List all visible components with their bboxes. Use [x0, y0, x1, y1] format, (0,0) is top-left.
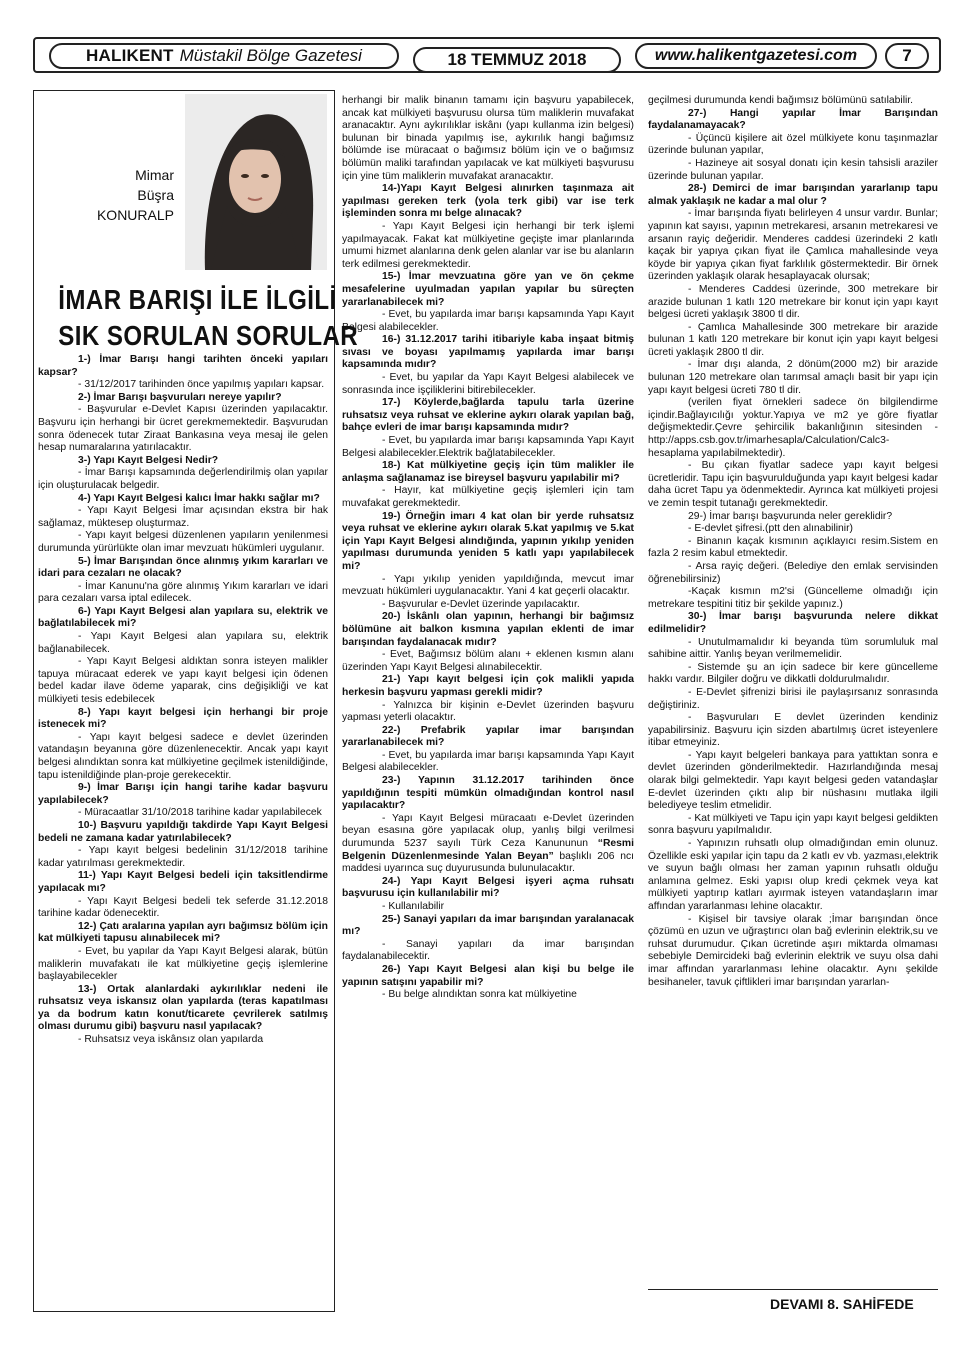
- question-paragraph: 20-) İskânlı olan yapının, herhangi bir bağımsız bölümüne ait balkon kısmına yapılan eklenti de imar barışından faydalanacak mıdır?: [342, 611, 634, 648]
- answer-paragraph: - Kullanılabilir: [382, 901, 445, 912]
- answer-paragraph: - İmar Barışı kapsamında değerlendirilmiş olan yapılar için oluşturulacak belgedir.: [38, 467, 328, 491]
- author-title: Mimar: [135, 167, 174, 183]
- continued-paragraph: herhangi bir malik binanın tamamı için başvuru yapabilecek, ancak kat mülkiyeti başvurusu olursa tüm maliklerin muvafakat aranacaktır. Aynı aykırılıklar iskânı (yapı kullanma izin belgesi) bulunan bir binada yapılmış ise, aykırılık hangi bağımsız bölümde ise müracaat o bağımsız bölüm için ve o bağımsız bölümün maliki tarafından yapılacak ve kat mülkiyeti başvurusu için yine tüm maliklerin muvafakat aranacaktır.: [342, 95, 634, 182]
- question-paragraph: 8-) Yapı kayıt belgesi için herhangi bir proje istenecek mi?: [38, 706, 328, 731]
- question-paragraph: 28-) Demirci de imar barışından yararlanıp tapu almak yaklaşık ne kadar a mal olur ?: [648, 183, 938, 207]
- answer-paragraph: - Yalnızca bir kişinin e-Devlet üzerinden başvuru yapması yeterli olacaktır.: [342, 699, 634, 724]
- newspaper-brand: [49, 43, 399, 69]
- answer-paragraph: - Yapı Kayıt Belgesi bedeli tek seferde 31.12.2018 tarihine kadar ödenecektir.: [38, 895, 328, 920]
- answer-paragraph: - Evet, bu yapılarda imar barışı kapsamında Yapı Kayıt Belgesi alabilecekler.Elektrik bağlatabilecekler.: [342, 435, 634, 459]
- question-paragraph: 3-) Yapı Kayıt Belgesi Nedir?: [78, 454, 219, 466]
- author-photo: [185, 94, 327, 270]
- masthead-bar: [33, 37, 941, 73]
- answer-paragraph: - Evet, bu yapılar da Yapı Kayıt Belgesi alabilecek ve sonrasında ince işçiliklerini bitirebilecekler.: [342, 372, 634, 396]
- answer-paragraph: - Yapınızın ruhsatlı olup olmadığından emin olunuz. Özellikle eski yapılar için tapu da 2 katlı ev vb. yazması,elektrik ve suyun bağlı olması her zaman yapının ruhsatlı olduğu anlamına gelmez. Eski yapısı olup kredi çekmek veya kat mülkiyeti yaptırıp katları ayırmak isteyen vatandaşların imar affından yararlanması lehine olacaktır.: [648, 838, 938, 912]
- answer-paragraph: - 31/12/2017 tarihinden önce yapılmış yapıları kapsar.: [78, 379, 325, 391]
- answer-paragraph: - İmar dışı alanda, 2 dönüm(2000 m2) bir arazide bulunan 120 metrekare olan tarımsal amaçlı basit bir yapı için yapı kayıt belgesi ücreti 780 tl dir.: [648, 359, 938, 396]
- question-paragraph: 16-) 31.12.2017 tarihi itibariyle kaba inşaat bitmiş sıvası ve boyası yapılmamış yapılarda imar barışı kapsamında mıdır?: [342, 334, 634, 371]
- question-paragraph: 27-) Hangi yapılar İmar Barışından faydalanamayacak?: [648, 107, 938, 132]
- answer-paragraph: - Evet, bu yapılarda imar barışı kapsamında Yapı Kayıt Belgesi alabilecekler.: [342, 309, 634, 333]
- answer-paragraph: - Evet, bu yapılarda imar barışı kapsamında Yapı Kayıt Belgesi alabilecekler.: [342, 749, 634, 774]
- author-first-name: Büşra: [137, 187, 174, 203]
- answer-paragraph: - Binanın kaçak kısmının açıklayıcı resim.Sistem en fazla 2 resim kabul etmektedir.: [648, 535, 938, 560]
- answer-paragraph: - Evet, Bağımsız bölüm alanı + eklenen kısmın alanı üzerinden Yapı Kayıt Belgesi alınabilecektir.: [342, 649, 634, 673]
- brand-tagline: Müstakil Bölge Gazetesi: [179, 46, 362, 65]
- answer-paragraph: - E-Devlet şifrenizi birisi ile paylaşırsanız sonrasında değiştiriniz.: [648, 686, 938, 711]
- law-article-title: “Resmi Belgenin Düzenlenmesinde Yalan Beyan”: [342, 838, 634, 862]
- question-paragraph: 11-) Yapı Kayıt Belgesi bedeli için taksitlendirme yapılacak mı?: [38, 870, 328, 894]
- answer-paragraph: - Sanayi yapıları da imar barışından faydalanabilecektir.: [342, 938, 634, 963]
- answer-paragraph: - Yapı kayıt belgeleri bankaya para yattıktan sonra e devlet üzerinden gönderilmektedir. Hazırlandığında mesaj olarak bilgi gelmektedir. Yapı kayıt belgesi geden vatandaşlar E-devlet üzerinden çıktı alıp bir nüshasını mutlaka ilgili belediyeye teslim etmelidir.: [648, 749, 938, 812]
- author-byline: [60, 165, 174, 225]
- answer-paragraph: - Sistemde şu an için sadece bir kere güncelleme hakkı vardır. Bilgiler doğru ve dikkatli doldurulmalıdır.: [648, 661, 938, 686]
- question-paragraph: 17-) Köylerde,bağlarda tapulu tarla üzerine ruhsatsız veya ruhsat ve eklerine aykırı olarak yapılan bağ, bahçe evleri de imar barışı kapsamında mıdır?: [342, 397, 634, 434]
- answer-paragraph: - Menderes Caddesi üzerinde, 300 metrekare bir arazide bulunan 1 katlı 120 metrekare bir konut için yapı kayıt belgesi ücreti yaklaşık 3800 tl dir.: [648, 283, 938, 321]
- answer-paragraph: - Üçüncü kişilere ait özel mülkiyete konu taşınmazlar üzerinde bulunan yapılar,: [648, 132, 938, 157]
- answer-paragraph: 29-) İmar barışı başvurunda neler gereklidir?: [688, 510, 893, 522]
- answer-paragraph: - Bu belge alındıktan sonra kat mülkiyetine: [382, 989, 577, 1001]
- question-paragraph: 5-) İmar Barışından önce alınmış yıkım kararları ve idari para cezaları ne olacak?: [38, 555, 328, 580]
- answer-paragraph: - Müracaatlar 31/10/2018 tarihine kadar yapılabilecek: [78, 807, 322, 819]
- question-paragraph: 2-) İmar Barışı başvuruları nereye yapılır?: [78, 391, 282, 403]
- answer-paragraph: - Arsa rayiç değeri. (Belediye den emlak servisinden öğrenebilirsiniz): [648, 560, 938, 585]
- question-paragraph: 19-) Örneğin imarı 4 kat olan bir yerde ruhsatsız veya ruhsat ve eklerine aykırı olarak 5.kat yapılmış ve 5.kat için Yapı Kayıt Belgesi alındığında, yapının yıkılıp yeniden yapılması durumunda yeniden 5 katlı yapı yapılabilecek mi?: [342, 510, 634, 572]
- continued-on-page-note: DEVAMI 8. SAHİFEDE: [770, 1296, 914, 1312]
- answer-paragraph: -Kaçak kısmın m2'si (Güncelleme olmadığı için metrekare tespitini titiz bir şekilde yapınız.): [648, 586, 938, 610]
- question-paragraph: 21-) Yapı kayıt belgesi için çok malikli yapıda herkesin başvuru yapması gerekli midir?: [342, 674, 634, 698]
- answer-paragraph: - Ruhsatsız veya iskânsız olan yapılarda: [78, 1034, 264, 1046]
- issue-date: 18 TEMMUZ 2018: [413, 47, 621, 73]
- answer-paragraph: - Yapı kayıt belgesi sadece e devlet üzerinden vatandaşın beyanına göre düzenlenecektir. Ancak yapı kayıt belgesi alındıktan sonra kat mülkiyetine geçilmek istenildiğinde, tapu istenildiğinde plan-proje gerekecektir.: [38, 731, 328, 781]
- page-number: 7: [885, 43, 929, 69]
- answer-paragraph: - Yapı kayıt belgesi düzenlenen yapıların yenilenmesi durumunda yürürlükte olan imar mevzuatı hükümleri uygulanır.: [38, 530, 328, 554]
- answer-paragraph: - Unutulmamalıdır ki beyanda tüm sorumluluk mal sahibine aittir. Yanlış beyan verilmemelidir.: [648, 636, 938, 661]
- author-last-name: KONURALP: [96, 207, 174, 223]
- question-paragraph: 13-) Ortak alanlardaki aykırılıklar nedeni ile ruhsatsız veya iskansız olan yapılarda (teras kapatılması ya da bodrum katın konut/ticarete çevrilerek satılmış olması durumu gibi) başvuru nasıl yapılacak?: [38, 983, 328, 1033]
- answer-paragraph: - Bu çıkan fiyatlar sadece yapı kayıt belgesi ücretleridir. Tapu için başvurulduğunda yapı kayıt belgesi kadar daha ücret Tapu ya ödenmektedir. Ayrınca kat mülkiyeti projesi ve zemin tespit tutanağı gerekmektedir.: [648, 460, 938, 509]
- answer-paragraph: - Hayır, kat mülkiyetine geçiş işlemleri için tam muvafakat gerekmektedir.: [342, 485, 634, 509]
- answer-text: - Yapı Kayıt Belgesi müracaatı e-Devlet üzerinden beyan esasına göre yapılacak olup, yanlış bilgi verilmesi durumunda 5237 sayılı Türk Ceza Kanununun: [342, 812, 634, 850]
- question-paragraph: 23-) Yapının 31.12.2017 tarihinden önce yapıldığının tespiti mümkün olmadığından kontrol nasıl yapılacaktır?: [342, 775, 634, 812]
- answer-paragraph: - Kat mülkiyeti ve Tapu için yapı kayıt belgesi geldikten sonra başvuru yapılmalıdır.: [648, 812, 938, 837]
- answer-paragraph: - Yapı Kayıt Belgesi alan yapılara su, elektrik bağlanabilecek.: [38, 631, 328, 655]
- question-paragraph: 18-) Kat mülkiyetine geçiş için tüm malikler ile anlaşma sağlanamaz ise bireysel başvuru yapılabilir mi?: [342, 460, 634, 484]
- answer-paragraph: - Hazineye ait sosyal donatı için kesin tahsisli araziler üzerinde bulunan yapılar.: [648, 157, 938, 182]
- answer-paragraph: - Yapı Kayıt Belgesi İmar açısından ekstra bir hak sağlamaz, müktesep oluşturmaz.: [38, 505, 328, 529]
- answer-paragraph: - İmar Kanunu'na göre alınmış Yıkım kararları ve idari para cezaları varsa iptal edilecek.: [38, 580, 328, 605]
- article-column-2: [342, 95, 634, 1002]
- brand-name: HALIKENT: [86, 46, 174, 65]
- question-paragraph: 10-) Başvuru yapıldığı takdirde Yapı Kayıt Belgesi bedeli ne zamana kadar yatırılabilecek?: [38, 819, 328, 844]
- answer-paragraph: - Başvuruları E devlet üzerinden kendiniz yapabilirsiniz. Başvuru için sizden abartılmış ücret isteyenlere itibar etmeyiniz.: [648, 712, 938, 749]
- question-paragraph: 22-) Prefabrik yapılar imar barışından yararlanabilecek mi?: [342, 724, 634, 749]
- answer-paragraph: - Çamlıca Mahallesinde 300 metrekare bir arazide bulunan 1 katlı 120 metrekare bir konut için yapı kayıt belgesi ücreti yaklaşık 2800 tl dir.: [648, 321, 938, 358]
- answer-paragraph: - İmar barışında fiyatı belirleyen 4 unsur vardır. Bunlar; yapının kat sayısı, yapının metrekaresi, arsanın metrekaresi ve arsanın rayiç değeridir. Menderes caddesi üzerindeki 2 katlı kaçak bir yapıya çıkan fiyat ile Çamlıca mahallesinde veya köyde bir yapıya çıkan fiyat farklılık göstermektedir. Bir örnek üzerinden yaklaşık olarak hesaplayacak olursak;: [648, 208, 938, 283]
- question-paragraph: 4-) Yapı Kayıt Belgesi kalıcı İmar hakkı sağlar mı?: [78, 492, 320, 504]
- article-headline: [58, 282, 359, 354]
- question-paragraph: 26-) Yapı Kayıt Belgesi alan kişi bu belge ile yapının satışını yapabilir mi?: [342, 963, 634, 988]
- answer-paragraph: - Başvurular e-Devlet Kapısı üzerinden yapılacaktır. Başvuru için herhangi bir ücret gerekmemektedir. Başvurudan sonra ödenecek tutar Ziraat Bankasına veya mesaj ile gelen hesap numaralarına yatırılacaktır.: [38, 404, 328, 454]
- question-paragraph: 25-) Sanayi yapıları da imar barışından yaralanacak mı?: [342, 913, 634, 938]
- answer-paragraph: [342, 813, 634, 876]
- answer-paragraph: - Yapı Kayıt Belgesi için herhangi bir terk işlemi yapılmayacak. Fakat kat mülkiyetine geçişte imar planlarında umumi hizmet alanlarına denk gelen alanlar var ise bu alanların terk edilmesi gerekmektedir.: [342, 220, 634, 270]
- answer-paragraph: - Kişisel bir tavsiye olarak ;İmar barışından önce çözümü en uzun ve uğraştırıcı olan bağ evlerinin elektrik,su ve ruhsat durumudur. Çıkan ücretinde aşırı miktarda olmaması sebebiyle Demircideki bağ evlerinin elektrik ve suyu olsa dahi imar affından yararlanması lehine olacaktır. Aynı şekilde besihaneler, tavuk çiftlikleri imar barışından yararlan-: [648, 913, 938, 988]
- continued-paragraph: geçilmesi durumunda kendi bağımsız bölümünü satılabilir.: [648, 95, 914, 106]
- question-paragraph: 30-) İmar barışı başvurunda nelere dikkat edilmelidir?: [648, 611, 938, 635]
- website-url: www.halikentgazetesi.com: [635, 43, 877, 69]
- answer-paragraph: - Yapı yıkılıp yeniden yapıldığında, mevcut imar mevzuatı hükümleri uygulanacaktır. Yani 4 kat geçerli olacaktır.: [342, 573, 634, 598]
- answer-paragraph: - Başvurular e-Devlet üzerinde yapılacaktır.: [382, 598, 580, 610]
- answer-paragraph: - Yapı Kayıt Belgesi aldıktan sonra isteyen malikler tapuya müracaat ederek ve yapı kayıt belgesi için ödenen bedel kadar ilave ödeme yaparak, cins değişikliği ve kat mülkiyeti tesis edebilecek: [38, 656, 328, 706]
- question-paragraph: 24-) Yapı Kayıt Belgesi işyeri açma ruhsatı başvurusu için kullanılabilir mi?: [342, 875, 634, 900]
- headline-line-2: SIK SORULAN SORULAR: [58, 320, 359, 351]
- question-paragraph: 1-) İmar Barışı hangi tarihten önceki yapıları kapsar?: [38, 354, 328, 378]
- continuation-divider: [648, 1289, 938, 1290]
- answer-paragraph: - Evet, bu yapılar da Yapı Kayıt Belgesi alarak, bütün maliklerin muvafakatı ile kat mülkiyetine geçiş işlemlerine başlayabilecekler: [38, 945, 328, 983]
- answer-paragraph: - E-devlet şifresi.(ptt den alınabilinir): [688, 523, 853, 535]
- question-paragraph: 12-) Çatı aralarına yapılan ayrı bağımsız bölüm için kat mülkiyeti tapusu alınabilecek mi?: [38, 920, 328, 945]
- author-portrait-image: [185, 94, 327, 270]
- answer-text: başlıklı 206 ncı maddesi uyarınca suç duyurusunda bulunulacaktır.: [342, 850, 634, 875]
- question-paragraph: 14-)Yapı Kayıt Belgesi alınırken taşınmaza ait yapılması gereken terk (yola terk gibi) var ise terk işleminden sonra mı belge alınacak?: [342, 183, 634, 220]
- headline-line-1: İMAR BARIŞI İLE İLGİLİ: [58, 284, 337, 315]
- question-paragraph: 15-) İmar mevzuatına göre yan ve ön çekme mesafelerine uyulmadan yapılan yapılar bu süreçten yararlanabilecek mi?: [342, 271, 634, 308]
- answer-paragraph: - Yapı kayıt belgesi bedelinin 31/12/2018 tarihine kadar yatırılması gerekmektedir.: [38, 845, 328, 869]
- answer-paragraph: (verilen fiyat örnekleri sadece ön bilgilendirme içindir.Bağlayıcılığı yoktur.Yapıya ve m2 ye göre fiyatlar değişmektedir.Çevre şehircilik bakanlığının sitesinden - http://apps.csb.gov.tr/imarhesapla/Calculation/Calc3- hesaplama yapılabilmektedir).: [648, 397, 938, 459]
- article-column-3: [648, 95, 938, 989]
- question-paragraph: 6-) Yapı Kayıt Belgesi alan yapılara su, elektrik ve bağlatılabilecek mi?: [38, 605, 328, 630]
- article-column-1: [38, 354, 328, 1047]
- question-paragraph: 9-) İmar Barışı için hangi tarihe kadar başvuru yapılabilecek?: [38, 782, 328, 806]
